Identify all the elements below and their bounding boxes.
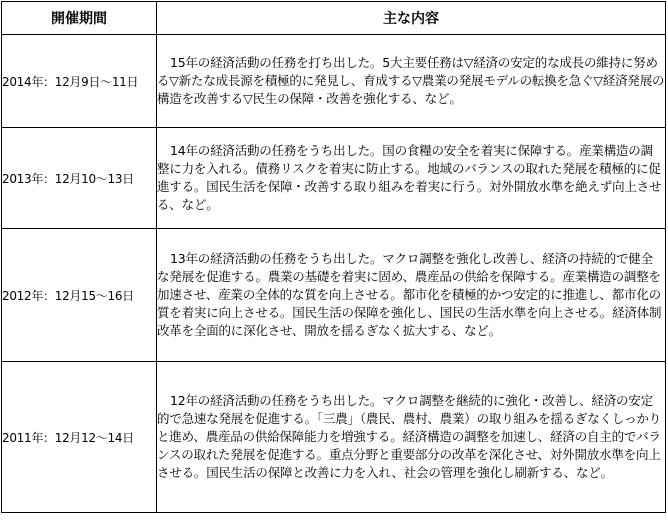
period-cell: 2013年：12月10～13日 (2, 128, 157, 229)
table-row (2, 128, 666, 229)
content-cell: 14年の経済活動の任務をうち出した。国の食糧の安全を着実に保障する。産業構造の調整に力を入れる。債務リスクを着実に防止する。地域のバランスの取れた発展を積極的に促進する。国民生活を保障・改善する取り組みを着実に行う。対外開放水準を絶えず向上させる、など。 (157, 128, 666, 229)
period-cell: 2014年：12月9日～11日 (2, 35, 157, 128)
content-cell: 13年の経済活動の任務をうち出した。マクロ調整を強化し改善し、経済の持続的で健全な発展を促進する。農業の基礎を着実に固め、農産品の供給を保障する。産業構造の調整を加速させ、産業の全体的な質を向上させる。都市化を積極的かつ安定的に推進し、都市化の質を着実に向上させる。国民生活の保障を強化し、国民の生活水準を向上させる。経済体制改革を全面的に深化させ、開放を揺るぎなく拡大する、など。 (157, 229, 666, 362)
table-header-row (2, 2, 666, 35)
content-cell: 15年の経済活動の任務を打ち出した。5大主要任務は▽経済の安定的な成長の維持に努める▽新たな成長源を積極的に発見し、育成する▽農業の発展モデルの転換を急ぐ▽経済発展の構造を改善する▽民生の保障・改善を強化する、など。 (157, 35, 666, 128)
table-row (2, 362, 666, 513)
table-row (2, 229, 666, 362)
table-row (2, 35, 666, 128)
conference-table (1, 1, 666, 513)
content-cell: 12年の経済活動の任務をうち出した。マクロ調整を継続的に強化・改善し、経済の安定的で急速な発展を促進する。「三農」（農民、農村、農業）の取り組みを揺るぎなくしっかりと進め、農産品の供給保障能力を増強する。経済構造の調整を加速し、経済の自主的でバランスの取れた発展を促進する。重点分野と重要部分の改革を深化させ、対外開放水準を向上させる。国民生活の保障と改善に力を入れ、社会の管理を強化し刷新する、など。 (157, 362, 666, 513)
header-period: 開催期間 (2, 2, 157, 35)
period-cell: 2012年：12月15～16日 (2, 229, 157, 362)
header-content: 主な内容 (157, 2, 666, 35)
period-cell: 2011年：12月12～14日 (2, 362, 157, 513)
